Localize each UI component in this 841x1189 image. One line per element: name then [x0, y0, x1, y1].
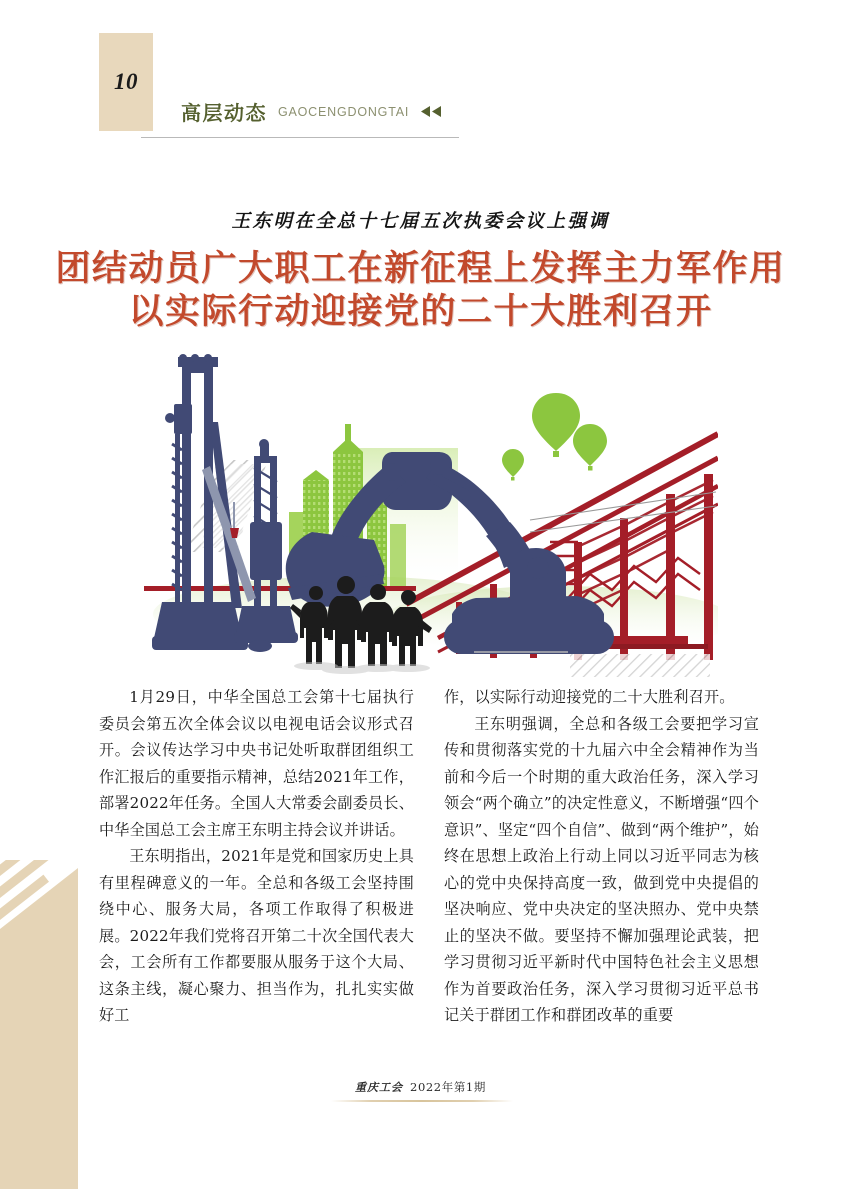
paragraph: 王东明指出，2021年是党和国家历史上具有里程碑意义的一年。全总和各级工会坚持围绕中心、服务大局，各项工作取得了积极进展。2022年我们党将召开第二十次全国代表大会，工会所有工作都要服从服务于这个大局、这条主线，凝心聚力、担当作为，扎扎实实做好工	[99, 847, 414, 1024]
paragraph: 1月29日，中华全国总工会第十七届执行委员会第五次全体会议以电视电话会议形式召开。会议传达学习中央书记处听取群团组织工作汇报后的重要指示精神，总结2021年工作，部署2022年任务。全国人大常委会副委员长、中华全国总工会主席王东明主持会议并讲话。	[99, 688, 414, 839]
paragraph: 作，以实际行动迎接党的二十大胜利召开。	[444, 688, 735, 706]
article-headline-line1: 团结动员广大职工在新征程上发挥主力军作用	[55, 249, 786, 289]
column-right	[444, 684, 759, 1044]
section-label	[181, 97, 442, 126]
footer-brand: 重庆工会	[355, 1081, 404, 1094]
construction-site-illustration	[138, 352, 718, 677]
article-headline-line2: 以实际行动迎接党的二十大胜利召开	[128, 292, 713, 332]
double-left-arrow-icon	[420, 105, 442, 118]
article-body	[99, 684, 759, 1044]
page-header	[99, 33, 459, 138]
page-footer	[0, 1078, 841, 1096]
section-title-cn: 高层动态	[181, 101, 267, 125]
footer-divider	[331, 1100, 513, 1102]
page-number: 10	[114, 69, 138, 94]
paragraph: 王东明强调，全总和各级工会要把学习宣传和贯彻落实党的十九届六中全会精神作为当前和今后一个时期的重大政治任务，深入学习领会“两个确立”的决定性意义，不断增强“四个意识”、坚定“四个自信”、做到“两个维护”，始终在思想上政治上行动上同以习近平同志为核心的党中央保持高度一致，做到党中央提倡的坚决响应、党中央决定的坚决照办、党中央禁止的坚决不做。要坚持不懈加强理论武装，把学习贯彻习近平新时代中国特色社会主义思想作为首要政治任务，深入学习贯彻习近平总书记关于群团工作和群团改革的重要	[444, 714, 759, 1024]
left-edge-decoration	[0, 860, 78, 1189]
footer-issue: 2022年第1期	[410, 1080, 486, 1094]
article-subtitle: 王东明在全总十七届五次执委会议上强调	[231, 211, 610, 232]
column-left	[99, 684, 414, 1044]
section-title-pinyin: GAOCENGDONGTAI	[278, 104, 410, 119]
header-divider	[141, 137, 459, 138]
page-number-block	[99, 33, 153, 131]
